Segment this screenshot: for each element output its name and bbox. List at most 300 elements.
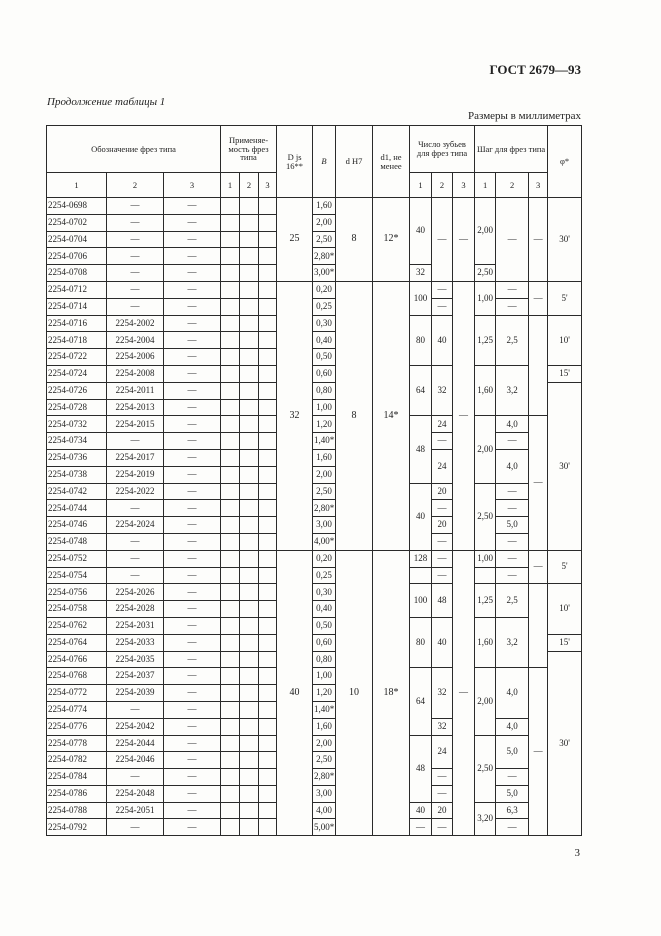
cell-p2: — [496, 567, 529, 584]
cell-B: 0,30 [313, 315, 336, 332]
cell-t2: — [107, 701, 164, 718]
cell-empty [240, 735, 259, 752]
cell-t3: — [164, 685, 221, 702]
cell-empty [221, 668, 240, 685]
cell-z1: 64 [410, 668, 432, 735]
cell-empty [240, 466, 259, 483]
cell-empty [259, 399, 277, 416]
table-body [47, 198, 582, 836]
cell-z2: — [432, 533, 453, 550]
cell-p2: — [496, 483, 529, 500]
cell-empty [221, 214, 240, 231]
cell-t3: — [164, 500, 221, 517]
cell-t1: 2254-0728 [47, 399, 107, 416]
cell-t1: 2254-0784 [47, 769, 107, 786]
table-row [47, 298, 582, 315]
cell-t2: 2254-2044 [107, 735, 164, 752]
cell-B: 0,20 [313, 281, 336, 298]
cell-p3: — [529, 416, 548, 550]
cell-p2: — [496, 198, 529, 282]
cell-empty [259, 668, 277, 685]
cell-empty [259, 701, 277, 718]
cell-z1: 32 [410, 265, 432, 282]
cell-z1: 100 [410, 281, 432, 315]
cell-t2: 2254-2006 [107, 349, 164, 366]
table-continuation-caption: Продолжение таблицы 1 [47, 96, 166, 108]
cell-z1: 40 [410, 802, 432, 819]
cell-t2: 2254-2024 [107, 517, 164, 534]
cell-t2: — [107, 433, 164, 450]
cell-empty [221, 584, 240, 601]
cell-empty [240, 668, 259, 685]
cell-z2: — [432, 500, 453, 517]
cell-empty [221, 634, 240, 651]
cell-p1: 2,50 [475, 483, 496, 550]
cell-empty [221, 718, 240, 735]
cell-t3: — [164, 248, 221, 265]
col-pitch: Шаг для фрез типа [475, 126, 548, 173]
cell-t1: 2254-0786 [47, 785, 107, 802]
cell-B: 0,60 [313, 634, 336, 651]
cell-z3: — [453, 198, 475, 282]
sub-header: 3 [529, 173, 548, 198]
cell-t2: 2254-2015 [107, 416, 164, 433]
cell-B: 0,20 [313, 550, 336, 567]
cell-B: 4,00* [313, 533, 336, 550]
cell-empty [221, 517, 240, 534]
cell-empty [240, 365, 259, 382]
cell-z2: 20 [432, 802, 453, 819]
cell-B: 2,50 [313, 483, 336, 500]
cell-t3: — [164, 231, 221, 248]
table-row [47, 718, 582, 735]
cell-t2: 2254-2033 [107, 634, 164, 651]
cell-p2: — [496, 500, 529, 517]
cell-p3: — [529, 550, 548, 584]
cell-t3: — [164, 819, 221, 836]
cell-empty [240, 265, 259, 282]
cell-B: 3,00* [313, 265, 336, 282]
cell-t3: — [164, 198, 221, 215]
cell-p1: 1,25 [475, 584, 496, 618]
cell-empty [221, 449, 240, 466]
cell-z2: — [432, 567, 453, 584]
cell-empty [259, 298, 277, 315]
cell-phi: 5' [548, 281, 582, 315]
cell-z2: 32 [432, 668, 453, 718]
cell-phi: 15' [548, 634, 582, 651]
cell-p1: 2,50 [475, 735, 496, 802]
cell-z2: 24 [432, 416, 453, 433]
cell-t3: — [164, 550, 221, 567]
cell-empty [221, 365, 240, 382]
sub-header: 3 [259, 173, 277, 198]
cell-t1: 2254-0774 [47, 701, 107, 718]
cell-t3: — [164, 332, 221, 349]
cell-p3: — [529, 281, 548, 315]
cell-z2: 20 [432, 483, 453, 500]
cell-empty [221, 601, 240, 618]
cell-z1 [410, 567, 432, 584]
cell-t3: — [164, 651, 221, 668]
cell-B: 2,80* [313, 769, 336, 786]
cell-t1: 2254-0756 [47, 584, 107, 601]
cell-empty [240, 449, 259, 466]
cell-empty [259, 785, 277, 802]
cell-empty [240, 718, 259, 735]
cell-B: 0,60 [313, 365, 336, 382]
cell-empty [259, 735, 277, 752]
cell-t2: — [107, 567, 164, 584]
table-row [47, 517, 582, 534]
cell-D: 25 [277, 198, 313, 282]
cell-p2: — [496, 281, 529, 298]
cell-p2: 4,0 [496, 416, 529, 433]
cell-phi: 30' [548, 651, 582, 836]
cell-empty [221, 399, 240, 416]
cell-empty [259, 517, 277, 534]
cell-empty [240, 769, 259, 786]
cell-empty [259, 265, 277, 282]
cell-d: 8 [336, 281, 373, 550]
cell-empty [221, 265, 240, 282]
cell-t1: 2254-0766 [47, 651, 107, 668]
cell-z2: 24 [432, 735, 453, 769]
cell-t1: 2254-0758 [47, 601, 107, 618]
page-number: 3 [574, 847, 580, 859]
cell-empty [259, 819, 277, 836]
cell-t2: 2254-2048 [107, 785, 164, 802]
cell-t2: 2254-2046 [107, 752, 164, 769]
cell-z2: — [432, 785, 453, 802]
cell-p2: — [496, 819, 529, 836]
cell-z2: 24 [432, 449, 453, 483]
cell-t1: 2254-0764 [47, 634, 107, 651]
table-row [47, 416, 582, 433]
col-d1: d1, не менее [373, 126, 410, 198]
cell-B: 2,80* [313, 248, 336, 265]
table-row [47, 483, 582, 500]
cell-p3: — [529, 198, 548, 282]
cell-z1: 64 [410, 365, 432, 415]
cell-empty [259, 617, 277, 634]
cell-B: 1,00 [313, 668, 336, 685]
cell-d1: 14* [373, 281, 410, 550]
cell-t2: 2254-2002 [107, 315, 164, 332]
cell-t1: 2254-0736 [47, 449, 107, 466]
table-row [47, 365, 582, 382]
cell-empty [259, 483, 277, 500]
cell-empty [221, 298, 240, 315]
cell-p2: — [496, 298, 529, 315]
cell-empty [221, 231, 240, 248]
cell-empty [259, 601, 277, 618]
cell-empty [259, 651, 277, 668]
cell-empty [240, 685, 259, 702]
cell-B: 3,00 [313, 517, 336, 534]
cell-t3: — [164, 584, 221, 601]
table-row [47, 819, 582, 836]
table-row [47, 198, 582, 215]
table-row [47, 735, 582, 752]
cell-p1: 3,20 [475, 802, 496, 836]
cell-empty [259, 349, 277, 366]
cell-t1: 2254-0714 [47, 298, 107, 315]
cell-z2: — [432, 298, 453, 315]
cell-t3: — [164, 382, 221, 399]
cell-B: 0,40 [313, 332, 336, 349]
cell-empty [221, 685, 240, 702]
cell-t1: 2254-0778 [47, 735, 107, 752]
cell-p3: — [529, 668, 548, 836]
cell-z2: 32 [432, 718, 453, 735]
cell-z1: 40 [410, 198, 432, 265]
cell-t3: — [164, 265, 221, 282]
cell-empty [259, 718, 277, 735]
cell-t2: 2254-2028 [107, 601, 164, 618]
cell-z2: — [432, 433, 453, 450]
cell-empty [221, 500, 240, 517]
cell-B: 0,80 [313, 382, 336, 399]
cell-p1: 1,00 [475, 550, 496, 567]
cell-empty [221, 533, 240, 550]
cell-t1: 2254-0708 [47, 265, 107, 282]
table-row [47, 500, 582, 517]
cell-t1: 2254-0716 [47, 315, 107, 332]
cell-p1: 2,00 [475, 668, 496, 735]
cell-p1: 2,50 [475, 265, 496, 282]
cell-p1: 2,00 [475, 198, 496, 265]
cell-empty [240, 248, 259, 265]
cell-z1: 80 [410, 315, 432, 365]
cell-z2: 40 [432, 617, 453, 667]
cell-t1: 2254-0738 [47, 466, 107, 483]
cell-B: 0,30 [313, 584, 336, 601]
col-phi: φ* [548, 126, 582, 198]
col-applicability: Применяе-мость фрез типа [221, 126, 277, 173]
cell-d1: 12* [373, 198, 410, 282]
cell-empty [240, 231, 259, 248]
cell-t2: 2254-2017 [107, 449, 164, 466]
cell-empty [259, 433, 277, 450]
cell-t3: — [164, 634, 221, 651]
cell-B: 2,80* [313, 500, 336, 517]
cell-empty [259, 533, 277, 550]
cell-t1: 2254-0742 [47, 483, 107, 500]
sub-header: 3 [164, 173, 221, 198]
cell-t2: 2254-2037 [107, 668, 164, 685]
cell-B: 2,00 [313, 214, 336, 231]
cell-empty [259, 634, 277, 651]
table-row [47, 802, 582, 819]
cell-empty [240, 701, 259, 718]
cell-p2: 4,0 [496, 718, 529, 735]
cell-B: 1,20 [313, 685, 336, 702]
cell-t1: 2254-0744 [47, 500, 107, 517]
cell-empty [259, 567, 277, 584]
cell-z2: 40 [432, 315, 453, 365]
cell-t1: 2254-0768 [47, 668, 107, 685]
table-row [47, 584, 582, 601]
cell-z2: 20 [432, 517, 453, 534]
cell-empty [221, 802, 240, 819]
cell-t2: — [107, 533, 164, 550]
sub-header: 2 [107, 173, 164, 198]
cell-empty [221, 466, 240, 483]
cell-t3: — [164, 483, 221, 500]
cell-D: 40 [277, 550, 313, 836]
cell-empty [221, 315, 240, 332]
cell-B: 3,00 [313, 785, 336, 802]
cell-t3: — [164, 735, 221, 752]
cell-p2: 4,0 [496, 449, 529, 483]
cell-z2: — [432, 281, 453, 298]
table-row [47, 533, 582, 550]
cell-empty [259, 550, 277, 567]
cell-empty [240, 500, 259, 517]
cell-empty [221, 349, 240, 366]
col-D: D js 16** [277, 126, 313, 198]
cell-z2: — [432, 819, 453, 836]
cell-p2: 6,3 [496, 802, 529, 819]
cell-empty [259, 449, 277, 466]
cell-empty [259, 752, 277, 769]
cell-t2: — [107, 214, 164, 231]
cell-t2: 2254-2026 [107, 584, 164, 601]
cell-empty [240, 819, 259, 836]
cell-t3: — [164, 214, 221, 231]
cell-B: 1,20 [313, 416, 336, 433]
cell-t2: 2254-2042 [107, 718, 164, 735]
cell-empty [240, 281, 259, 298]
cell-t1: 2254-0762 [47, 617, 107, 634]
cell-empty [221, 735, 240, 752]
cell-empty [240, 802, 259, 819]
cell-empty [259, 466, 277, 483]
cell-empty [240, 785, 259, 802]
cell-empty [240, 651, 259, 668]
cell-empty [259, 281, 277, 298]
cell-p2: 5,0 [496, 517, 529, 534]
table-row [47, 668, 582, 685]
cell-empty [221, 483, 240, 500]
cell-z1: — [410, 819, 432, 836]
cell-B: 1,60 [313, 198, 336, 215]
cell-z1: 80 [410, 617, 432, 667]
table-row [47, 785, 582, 802]
cell-phi: 30' [548, 198, 582, 282]
cell-t3: — [164, 433, 221, 450]
cell-p1: 1,60 [475, 365, 496, 415]
cell-d: 10 [336, 550, 373, 836]
cell-d: 8 [336, 198, 373, 282]
cell-empty [221, 819, 240, 836]
cell-p2: — [496, 769, 529, 786]
cell-empty [221, 198, 240, 215]
sub-header: 2 [432, 173, 453, 198]
cell-t1: 2254-0752 [47, 550, 107, 567]
cell-z2: — [432, 769, 453, 786]
cell-empty [259, 365, 277, 382]
cell-t1: 2254-0748 [47, 533, 107, 550]
cell-empty [259, 198, 277, 215]
cell-t1: 2254-0702 [47, 214, 107, 231]
cell-empty [240, 382, 259, 399]
cell-p2: 3,2 [496, 617, 529, 667]
cell-t2: — [107, 298, 164, 315]
cell-t2: — [107, 769, 164, 786]
cell-t3: — [164, 533, 221, 550]
cell-empty [259, 416, 277, 433]
cell-B: 1,40* [313, 701, 336, 718]
table-row [47, 769, 582, 786]
cell-t2: — [107, 550, 164, 567]
cell-p2: — [496, 533, 529, 550]
cell-B: 1,40* [313, 433, 336, 450]
cell-B: 0,50 [313, 617, 336, 634]
cell-t1: 2254-0704 [47, 231, 107, 248]
cell-empty [221, 416, 240, 433]
table-row [47, 281, 582, 298]
col-d: d H7 [336, 126, 373, 198]
cell-p1: 1,60 [475, 617, 496, 667]
cell-t1: 2254-0746 [47, 517, 107, 534]
cell-empty [240, 399, 259, 416]
cell-t1: 2254-0734 [47, 433, 107, 450]
col-teeth: Число зубьев для фрез типа [410, 126, 475, 173]
cell-B: 0,25 [313, 298, 336, 315]
cell-t3: — [164, 668, 221, 685]
cell-phi: 30' [548, 382, 582, 550]
cell-t3: — [164, 466, 221, 483]
cell-t2: 2254-2008 [107, 365, 164, 382]
cell-t3: — [164, 701, 221, 718]
cell-p1: 1,00 [475, 281, 496, 315]
cell-empty [240, 533, 259, 550]
table-row [47, 567, 582, 584]
cell-t2: 2254-2011 [107, 382, 164, 399]
cell-phi: 5' [548, 550, 582, 584]
table-row [47, 617, 582, 634]
cell-empty [259, 802, 277, 819]
cell-B: 0,80 [313, 651, 336, 668]
cell-empty [221, 248, 240, 265]
cell-t1: 2254-0782 [47, 752, 107, 769]
cell-p2: 3,2 [496, 365, 529, 415]
col-B: B [313, 126, 336, 198]
sub-header: 1 [221, 173, 240, 198]
cell-t1: 2254-0698 [47, 198, 107, 215]
cell-z1: 48 [410, 735, 432, 802]
cell-empty [240, 617, 259, 634]
sub-header: 2 [240, 173, 259, 198]
cell-empty [240, 752, 259, 769]
cell-empty [259, 214, 277, 231]
dimensions-table [46, 125, 582, 836]
cell-p1: 1,25 [475, 315, 496, 365]
table-row [47, 449, 582, 466]
cell-empty [240, 198, 259, 215]
units-note: Размеры в миллиметрах [468, 110, 581, 122]
cell-t2: 2254-2013 [107, 399, 164, 416]
cell-p2: 2,5 [496, 584, 529, 618]
cell-z2: 48 [432, 584, 453, 618]
cell-t1: 2254-0726 [47, 382, 107, 399]
cell-B: 4,00 [313, 802, 336, 819]
cell-t3: — [164, 802, 221, 819]
cell-z1: 48 [410, 416, 432, 483]
cell-empty [221, 281, 240, 298]
